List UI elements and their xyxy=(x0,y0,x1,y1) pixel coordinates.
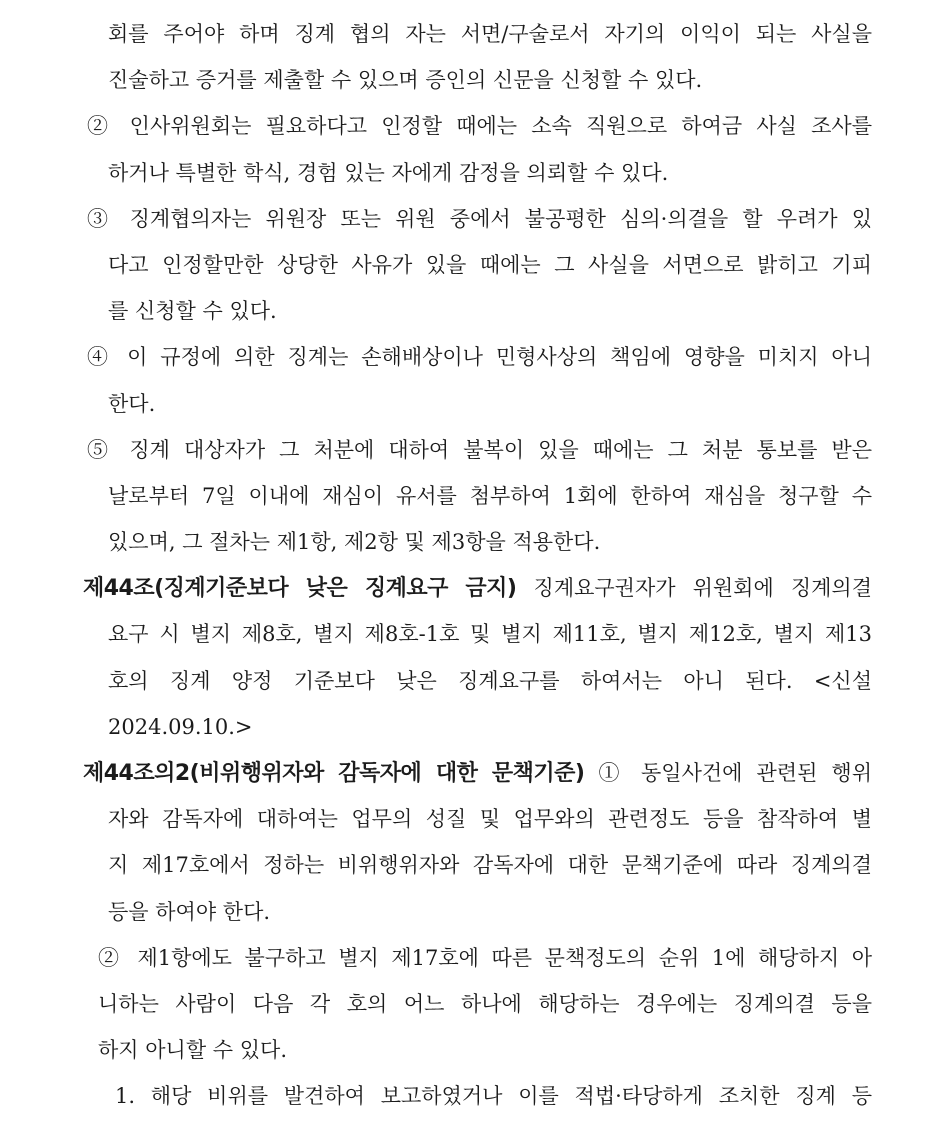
text-line-clause-2-art44-2 xyxy=(83,935,872,981)
line-text: 날로부터 7일 이내에 재심이 유서를 첨부하여 1회에 한하여 재심을 청구할 수 xyxy=(108,483,872,508)
line-text: ② 인사위원회는 필요하다고 인정할 때에는 소속 직원으로 하여금 사실 조사를 xyxy=(87,114,872,139)
line-text: 요구 시 별지 제8호, 별지 제8호-1호 및 별지 제11호, 별지 제12호, 별지 제13 xyxy=(108,622,872,647)
text-line xyxy=(83,11,872,57)
text-line xyxy=(83,473,872,519)
line-text: 등을 하여야 한다. xyxy=(108,899,271,924)
text-line xyxy=(83,611,872,657)
text-line xyxy=(83,242,872,288)
article-title-bold: 제44조(징계기준보다 낮은 징계요구 금지) xyxy=(83,576,517,602)
text-line-amendment-date xyxy=(83,704,872,750)
text-line xyxy=(83,150,872,196)
line-text: 2024.09.10.> xyxy=(108,714,253,739)
line-text: ⑤ 징계 대상자가 그 처분에 대하여 불복이 있을 때에는 그 처분 통보를 받은 xyxy=(87,437,872,462)
line-text: 니하는 사람이 다음 각 호의 어느 하나에 해당하는 경우에는 징계의결 등을 xyxy=(98,991,872,1016)
line-text: 지 제17호에서 정하는 비위행위자와 감독자에 대한 문책기준에 따라 징계의결 xyxy=(108,853,872,878)
text-line xyxy=(83,519,872,565)
line-text: 자와 감독자에 대하여는 업무의 성질 및 업무와의 관련정도 등을 참작하여 별 xyxy=(108,807,872,832)
line-text: ② 제1항에도 불구하고 별지 제17호에 따른 문책정도의 순위 1에 해당하지 아 xyxy=(98,945,872,970)
line-text: 하지 아니할 수 있다. xyxy=(98,1038,287,1063)
line-text: 하거나 특별한 학식, 경험 있는 자에게 감정을 의뢰할 수 있다. xyxy=(108,160,669,185)
line-text: 진술하고 증거를 제출할 수 있으며 증인의 신문을 신청할 수 있다. xyxy=(108,68,703,93)
text-line xyxy=(83,57,872,103)
line-text: 징계요구권자가 위원회에 징계의결 xyxy=(516,576,872,601)
text-line xyxy=(83,658,872,704)
line-text: ④ 이 규정에 의한 징계는 손해배상이나 민형사상의 책임에 영향을 미치지 아니 xyxy=(87,345,872,370)
line-text: 있으며, 그 절차는 제1항, 제2항 및 제3항을 적용한다. xyxy=(108,530,601,555)
text-line xyxy=(83,1027,872,1073)
text-line xyxy=(83,889,872,935)
text-line xyxy=(83,981,872,1027)
text-line-clause-4 xyxy=(83,334,872,380)
article-44-heading-line xyxy=(83,565,872,611)
text-line-clause-2 xyxy=(83,103,872,149)
article-44-2-heading-line xyxy=(83,750,872,796)
text-line xyxy=(83,842,872,888)
line-text: 한다. xyxy=(108,391,156,416)
text-line xyxy=(83,796,872,842)
line-text: 회를 주어야 하며 징계 협의 자는 서면/구술로서 자기의 이익이 되는 사실을 xyxy=(108,22,872,46)
line-text: 를 신청할 수 있다. xyxy=(108,299,277,324)
text-line xyxy=(83,381,872,427)
text-line-item-1 xyxy=(83,1073,872,1119)
article-title-bold: 제44조의2(비위행위자와 감독자에 대한 문책기준) xyxy=(83,761,585,786)
line-text: ① 동일사건에 관련된 행위 xyxy=(584,761,872,785)
text-line-clause-5 xyxy=(83,427,872,473)
line-text: 1. 해당 비위를 발견하여 보고하였거나 이를 적법·타당하게 조치한 징계 등 xyxy=(115,1084,872,1109)
line-text: 다고 인정할만한 상당한 사유가 있을 때에는 그 사실을 서면으로 밝히고 기피 xyxy=(108,252,872,277)
text-line xyxy=(83,288,872,334)
line-text: ③ 징계협의자는 위원장 또는 위원 중에서 불공평한 심의·의결을 할 우려가 있 xyxy=(87,206,872,231)
line-text: 호의 징계 양정 기준보다 낮은 징계요구를 하여서는 아니 된다. <신설 xyxy=(108,668,872,693)
text-line-clause-3 xyxy=(83,196,872,242)
